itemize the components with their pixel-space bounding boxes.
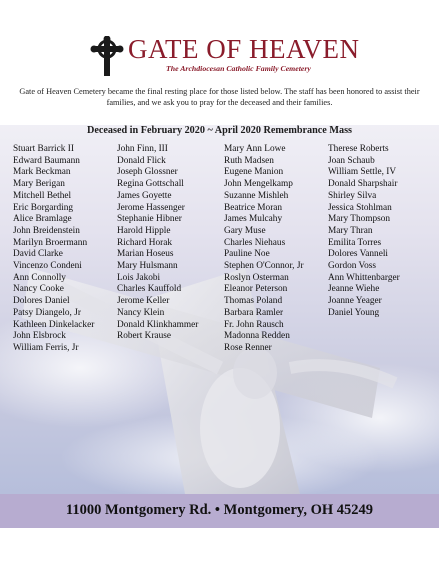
deceased-name: Richard Horak	[117, 237, 172, 248]
deceased-name: Donald Sharpshair	[328, 179, 398, 190]
deceased-name: Edward Baumann	[13, 155, 80, 166]
deceased-name: Mary Hulsmann	[117, 261, 178, 272]
deceased-name: Mary Thompson	[328, 214, 391, 225]
deceased-name: Patsy Diangelo, Jr	[13, 307, 81, 318]
deceased-name: Dolores Daniel	[13, 296, 70, 307]
deceased-name: Eleanor Peterson	[224, 284, 288, 295]
deceased-name: David Clarke	[13, 249, 63, 260]
deceased-name: William Ferris, Jr	[13, 342, 79, 353]
deceased-name: Mary Ann Lowe	[224, 144, 286, 154]
deceased-name: Gordon Voss	[328, 261, 376, 272]
deceased-name: Kathleen Dinkelacker	[13, 319, 95, 330]
deceased-name: John Mengelkamp	[224, 179, 293, 190]
deceased-name: Dolores Vanneli	[328, 249, 388, 260]
deceased-name: Jerome Keller	[117, 296, 170, 307]
bottom-margin	[0, 528, 439, 568]
deceased-name: Mitchell Bethel	[13, 190, 72, 201]
deceased-name: Joseph Glossner	[117, 167, 178, 178]
deceased-name: Vincenzo Condeni	[13, 261, 82, 272]
deceased-name: Donald Flick	[117, 155, 166, 166]
deceased-name: Nancy Klein	[117, 307, 165, 318]
deceased-name: Rose Renner	[224, 342, 272, 353]
deceased-name: Suzanne Mishleh	[224, 190, 289, 201]
deceased-name: Joan Schaub	[328, 155, 375, 166]
deceased-name: Shirley Silva	[328, 190, 377, 201]
deceased-name: Ann Connolly	[13, 272, 66, 283]
deceased-name: Charles Kauffold	[117, 284, 182, 295]
deceased-name: John Breidenstein	[13, 225, 80, 236]
deceased-name: Gary Muse	[224, 225, 266, 236]
deceased-name: Daniel Young	[328, 307, 380, 318]
deceased-name: Joanne Yeager	[328, 296, 382, 307]
deceased-name: Stuart Barrick II	[13, 144, 74, 154]
deceased-name: Mary Thran	[328, 225, 373, 236]
deceased-name: Barbara Ramler	[224, 307, 284, 318]
deceased-name: James Mulcahy	[224, 214, 283, 225]
deceased-name: Eric Borgarding	[13, 202, 73, 213]
deceased-name: Mark Beckman	[13, 167, 71, 178]
deceased-name: Marian Hoseus	[117, 249, 174, 260]
intro-text: Gate of Heaven Cemetery became the final resting place for those listed below. The staff has been honored to assist their families, and we ask you to pray for the deceased and their families.	[19, 87, 420, 107]
names-column-1	[13, 144, 94, 355]
deceased-name: Marilyn Broermann	[13, 237, 88, 248]
deceased-name: Emilita Torres	[328, 237, 382, 248]
deceased-name: Stephanie Hibner	[117, 214, 182, 225]
section-title: Deceased in February 2020 ~ April 2020 Remembrance Mass	[86, 125, 353, 136]
deceased-name: Jeanne Wiehe	[328, 284, 380, 295]
deceased-name: Lois Jakobi	[117, 272, 161, 283]
deceased-name: Ruth Madsen	[224, 155, 274, 166]
deceased-name: Nancy Cooke	[13, 284, 64, 295]
logo-title: GATE OF HEAVEN	[128, 34, 360, 64]
deceased-name: Jerome Hassenger	[117, 202, 185, 213]
names-column-2	[117, 144, 198, 343]
deceased-name: Ann Whittenbarger	[328, 272, 400, 283]
deceased-name: Roslyn Osterman	[224, 272, 289, 283]
deceased-name: Madonna Redden	[224, 331, 290, 342]
deceased-name: John Finn, III	[117, 144, 168, 154]
deceased-name: Alice Bramlage	[13, 214, 72, 225]
deceased-name: Therese Roberts	[328, 144, 389, 154]
deceased-name: John Elsbrock	[13, 331, 66, 342]
deceased-name: Stephen O'Connor, Jr	[224, 261, 304, 272]
deceased-name: Mary Berigan	[13, 179, 65, 190]
deceased-name: Beatrice Moran	[224, 202, 283, 213]
deceased-name: James Goyette	[117, 190, 172, 201]
celtic-cross-icon	[90, 36, 124, 76]
deceased-name: Robert Krause	[117, 331, 171, 342]
deceased-name: William Settle, IV	[328, 167, 397, 178]
logo-subtitle: The Archdiocesan Catholic Family Cemetery	[166, 64, 311, 73]
deceased-name: Regina Gottschall	[117, 179, 184, 190]
deceased-name: Donald Klinkhammer	[117, 319, 199, 330]
cemetery-logo	[90, 32, 360, 82]
deceased-name: Jessica Stohlman	[328, 202, 392, 213]
deceased-name: Pauline Noe	[224, 249, 270, 260]
names-column-4	[328, 144, 400, 320]
deceased-name: Harold Hipple	[117, 225, 171, 236]
deceased-name: Eugene Manion	[224, 167, 284, 178]
names-column-3	[224, 144, 304, 355]
deceased-name: Thomas Poland	[224, 296, 283, 307]
deceased-name: Fr. John Rausch	[224, 319, 284, 330]
deceased-name: Charles Niehaus	[224, 237, 286, 248]
cemetery-address: 11000 Montgomery Rd. • Montgomery, OH 45249	[65, 502, 374, 518]
header	[0, 0, 439, 125]
